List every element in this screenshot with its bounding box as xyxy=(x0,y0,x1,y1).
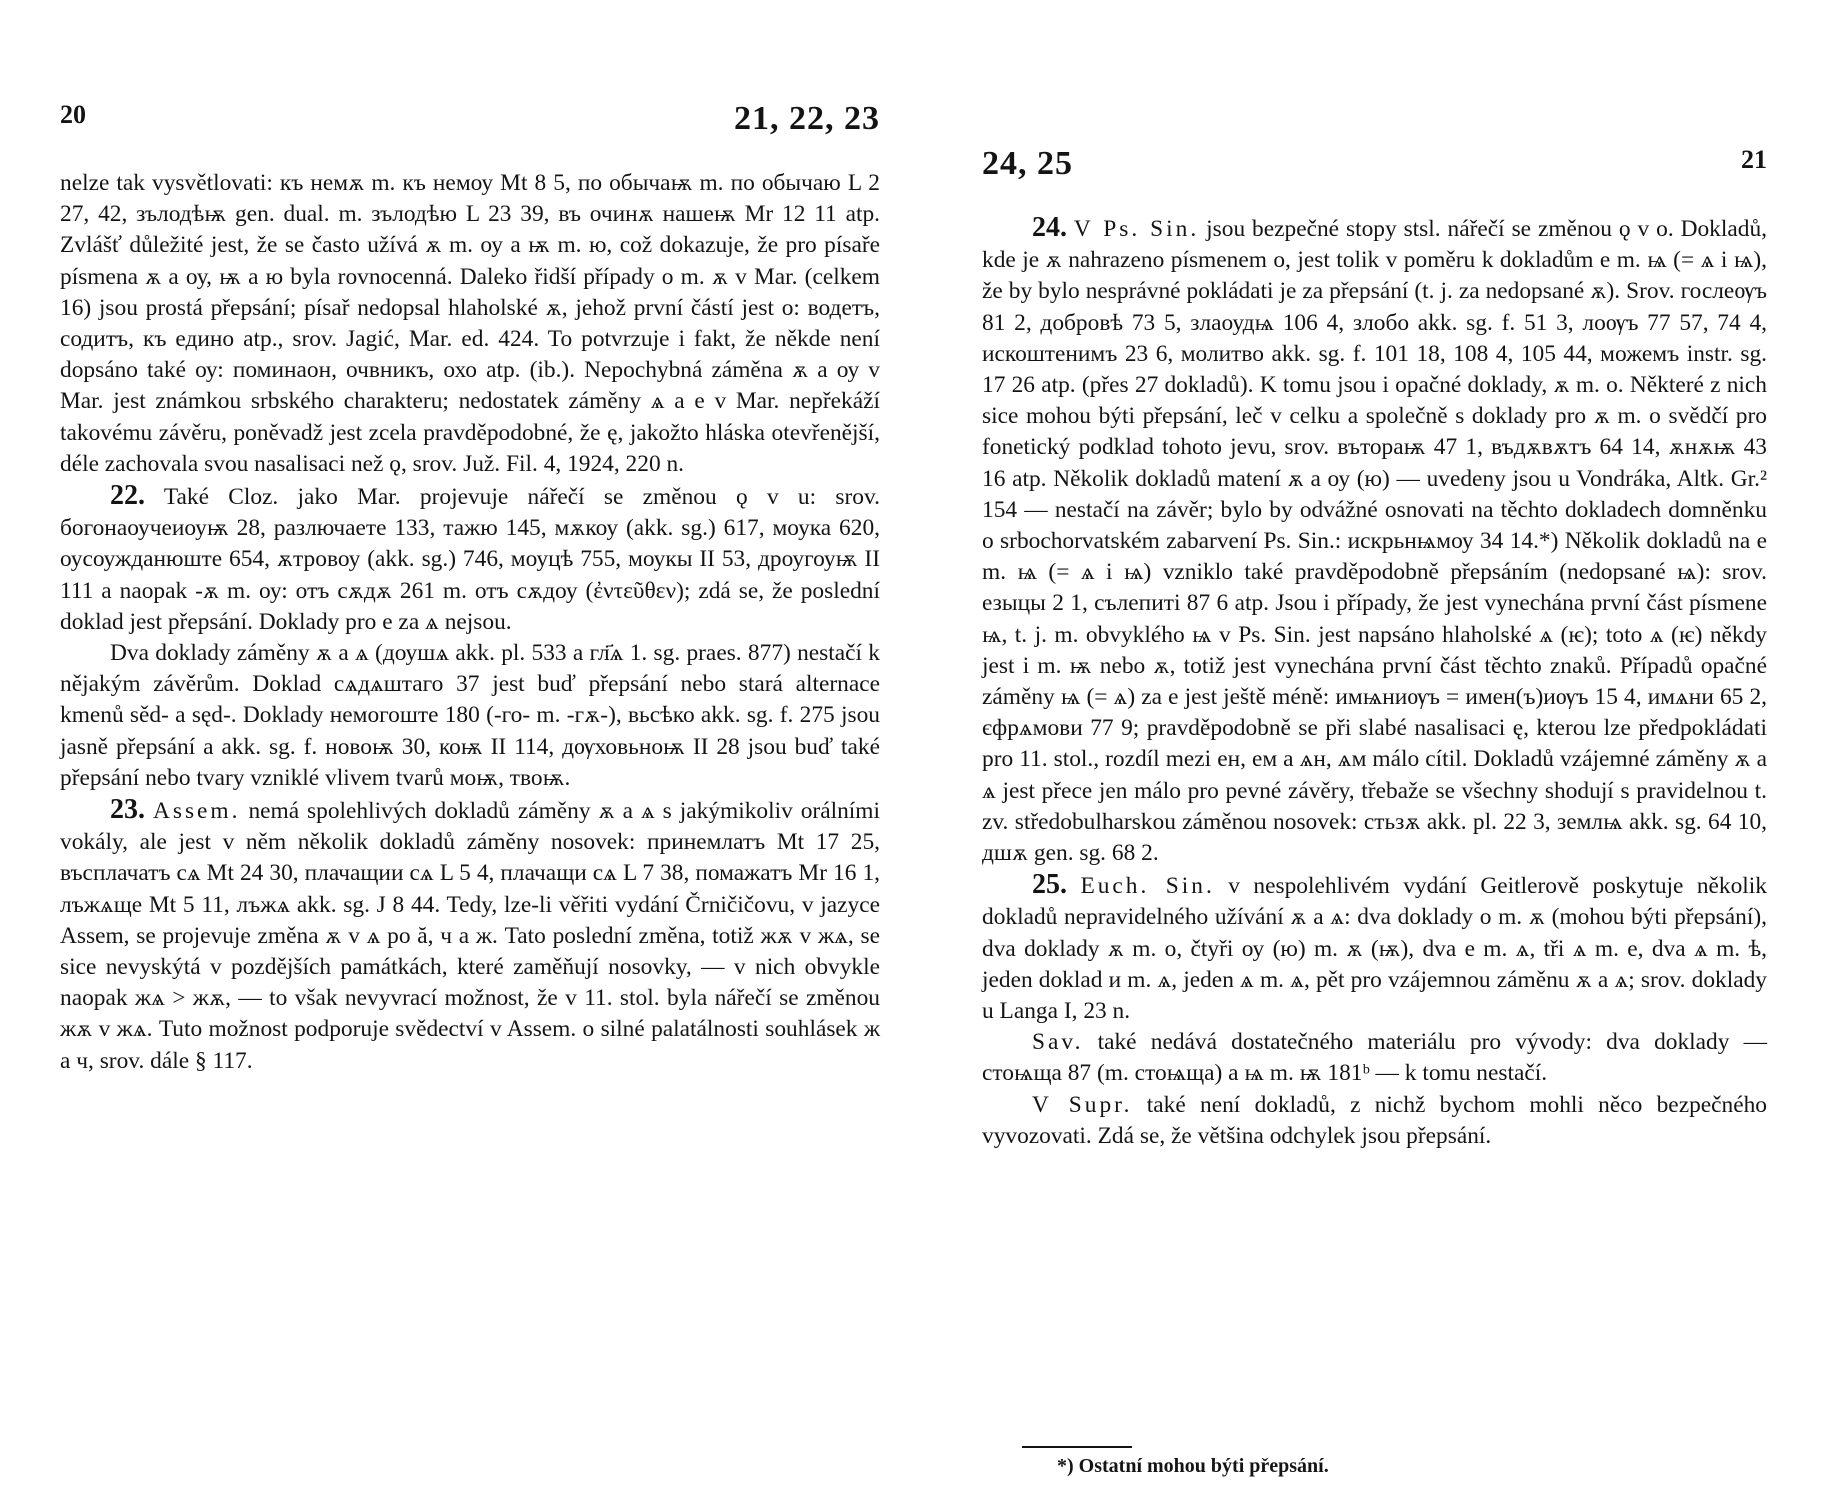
section-number: 23. xyxy=(110,794,145,826)
section-24 xyxy=(982,212,1767,869)
section-23 xyxy=(60,794,880,1077)
section-text: nemá spolehlivých dokladů záměny ѫ a ѧ s jakýmikoliv orálními vokály, ale jest v něm několik dokladů záměny nosovek: принемлатъ Mt 17 25, въсплачатъ сѧ Mt 24 30, плачащии сѧ L 5 4, плачащи сѧ L 7 38, помажатъ Mr 16 1, лъжѧще Mt 5 11, лъжѧ akk. sg. J 8 44. Tedy, lze-li věřiti vydání Črničičovu, v jazyce Assem, se projevuje změna ѫ v ѧ po ă, ч a ж. Tato poslední změna, totiž жѫ v жѧ, se sice nevyskýtá v pozdějších památkách, které zaměňují nosovky, — v nich obvykle naopak жѧ > жѫ, — to však nevyvrací možnost, že v 11. stol. byla nářečí se změnou жѫ v жѧ. Tuto možnost podporuje svědectví v Assem. o silné palatálnosti souhlásek ж a ч, srov. dále § 117. xyxy=(60,798,880,1074)
paragraph-text: také nedává dostatečného materiálu pro vývody: dva doklady — стоѩща 87 (m. стоѩща) a ѩ m. ѭ 181ᵇ — k tomu nestačí. xyxy=(982,1029,1767,1087)
paragraph-supr xyxy=(982,1090,1767,1152)
page-number: 20 xyxy=(60,100,86,129)
footnote: *) Ostatní mohou býti přepsání. xyxy=(1057,1455,1329,1477)
section-text: Také Cloz. jako Mar. projevuje nářečí se změnou ǫ v u: srov. богонаоучеиоуѭ 28, разлючаете 133, тажю 145, мѫкоу (akk. sg.) 617, моука 620, оусоужданюште 654, ѫтровоу (akk. sg.) 746, моуцѣ 755, моукы II 53, дроугоуѭ II 111 a naopak -ѫ m. оу: отъ сѫдѫ 261 m. отъ сѫдоу (ἐντεῦθεν); zdá se, že poslední doklad jest přepsání. Doklady pro е za ѧ nejsou. xyxy=(60,484,880,635)
source-abbrev: V Ps. Sin. xyxy=(1073,216,1200,242)
section-header: 24, 25 xyxy=(982,145,1073,182)
footnote-rule xyxy=(1022,1446,1132,1448)
section-header: 21, 22, 23 xyxy=(734,100,880,137)
paragraph: Dva doklady záměny ѫ a ѧ (доушѧ akk. pl. 533 a гл҃ѧ 1. sg. praes. 877) nestačí k nějakým závěrům. Doklad сѧдѧштаго 37 jest buď přepsání nebo stará alternace kmenů sěd- a sęd-. Doklady немогоште 180 (-го- m. -гѫ-), вьсѣко akk. sg. f. 275 jsou jasně přepsání a akk. sg. f. новоѭ 30, коѭ II 114, дѹховьноѭ II 28 jsou buď také přepsání nebo tvary vzniklé vlivem tvarů моѭ, твоѭ. xyxy=(60,640,880,791)
section-number: 22. xyxy=(110,480,145,512)
source-abbrev: V Supr. xyxy=(1032,1091,1133,1118)
left-page-body xyxy=(60,168,880,1077)
section-number: 24. xyxy=(1032,212,1067,243)
source-abbrev: Euch. Sin. xyxy=(1080,873,1215,900)
paragraph-text: také není dokladů, z nichž bychom mohli něco bezpečného vyvozovati. Zdá se, že většina odchylek jsou přepsání. xyxy=(982,1091,1768,1149)
paragraph: nelze tak vysvětlovati: къ немѫ m. къ немоу Mt 8 5, по обычаѭ m. по обычаю L 2 27, 42, зълодѣѭ gen. dual. m. зълодѣю L 23 39, въ очинѫ нашеѭ Mr 12 11 atp. Zvlášť důležité jest, že se často užívá ѫ m. оу a ѭ m. ю, což dokazuje, že pro písaře písmena ѫ a оу, ѭ a ю byla rovnocenná. Daleko řidší případy о m. ѫ v Mar. (celkem 16) jsou prostá přepsání; písař nedopsal hlaholské ѫ, jehož první částí jest o: водетъ, содитъ, къ едино atp., srov. Jagić, Mar. ed. 424. To potvrzuje i fakt, že někde není dopsáno také оу: поминаон, очвникъ, охо atp. (ib.). Nepochybná záměna ѫ a оу v Mar. jest známkou srbského charakteru; nedostatek záměny ѧ a е v Mar. nepřekáží takovému závěru, poněvadž jest zcela pravděpodobné, že ę, jakožto hláska otevřenější, déle zachovala svou nasalisaci než ǫ, srov. Juž. Fil. 4, 1924, 220 n. xyxy=(60,170,880,477)
section-22 xyxy=(60,480,880,638)
section-text: jsou bezpečné stopy stsl. nářečí se změnou ǫ v o. Dokladů, kde je ѫ nahrazeno písmenem о, jest tolik v poměru k dokladům е m. ѩ (= ѧ i ѩ), že by bylo nesprávné pokládati je za přepsání (t. j. za nedopsané ѫ). Srov. гослеѹъ 81 2, добровѣ 73 5, злаоудѩ 106 4, злобо akk. sg. f. 51 3, лоѹъ 77 57, 74 4, искоштенимъ 23 6, молитво akk. sg. f. 101 18, 108 4, 105 44, можемъ instr. sg. 17 26 atp. (přes 27 dokladů). K tomu jsou i opačné doklady, ѫ m. о. Některé z nich sice mohou býti přepsání, leč v celku a společně s doklady pro ѫ m. о svědčí pro fonetický podklad tohoto jevu, srov. вътораѭ 47 1, въдѫвѫтъ 64 14, ѫнѫѭ 43 16 atp. Několik dokladů matení ѫ a оу (ю) — uvedeny jsou u Vondráka, Altk. Gr.² 154 — nestačí na závěr; bylo by odvážné osnovati na těchto dokladech domněnku o srbochorvatském zabarvení Ps. Sin.: искрьнѩмоу 34 14.*) Několik dokladů na е m. ѩ (= ѧ i ѩ) vzniklo také pravděpodobně přepsáním (nedopsané ѩ): srov. езыцы 2 1, сълепиті 87 6 atp. Jsou i případy, že jest vynechána první část písmene ѩ, t. j. m. obvyklého ѩ v Ps. Sin. jest napsáno hlaholské ѧ (ѥ); toto ѧ (ѥ) někdy jest i m. ѭ nebo ѫ, totiž jest vynechána první část těchto znaků. Případů opačné záměny ѩ (= ѧ) za е jest ještě méně: имѩниѹъ = имен(ъ)иѹъ 15 4, имѧни 65 2, єфрѧмови 77 9; pravděpodobně se při slabé nasalisaci ę, kterou lze předpokládati pro 11. stol., rozdíl mezi ен, ем a ѧн, ѧм málo cítil. Dokladů vzájemné záměny ѫ a ѧ jest přece jen málo pro pevné závěry, třebaže se všechny shodují s pravidelnou t. zv. středobulharskou záměnou nosovek: стьзѫ akk. pl. 22 3, землѩ akk. sg. 64 10, дшѫ gen. sg. 68 2. xyxy=(982,216,1767,867)
paragraph-sav xyxy=(982,1027,1767,1089)
page-number: 21 xyxy=(1741,145,1767,174)
section-number: 25. xyxy=(1032,869,1067,901)
section-text: v nespolehlivém vydání Geitlerově poskytuje několik dokladů nepravidelného užívání ѫ a ѧ: dva doklady о m. ѫ (mohou býti přepsání), dva doklady ѫ m. о, čtyři оу (ю) m. ѫ (ѭ), dva е m. ѧ, tři ѧ m. е, dva ѧ m. ѣ, jeden doklad и m. ѧ, jeden ѧ m. ѧ, pět pro vzájemnou záměnu ѫ a ѧ; srov. doklady u Langa I, 23 n. xyxy=(982,873,1767,1025)
section-25 xyxy=(982,869,1767,1027)
source-abbrev: Sav. xyxy=(1032,1029,1084,1056)
right-page-body xyxy=(982,212,1767,1152)
source-abbrev: Assem. xyxy=(152,798,241,825)
